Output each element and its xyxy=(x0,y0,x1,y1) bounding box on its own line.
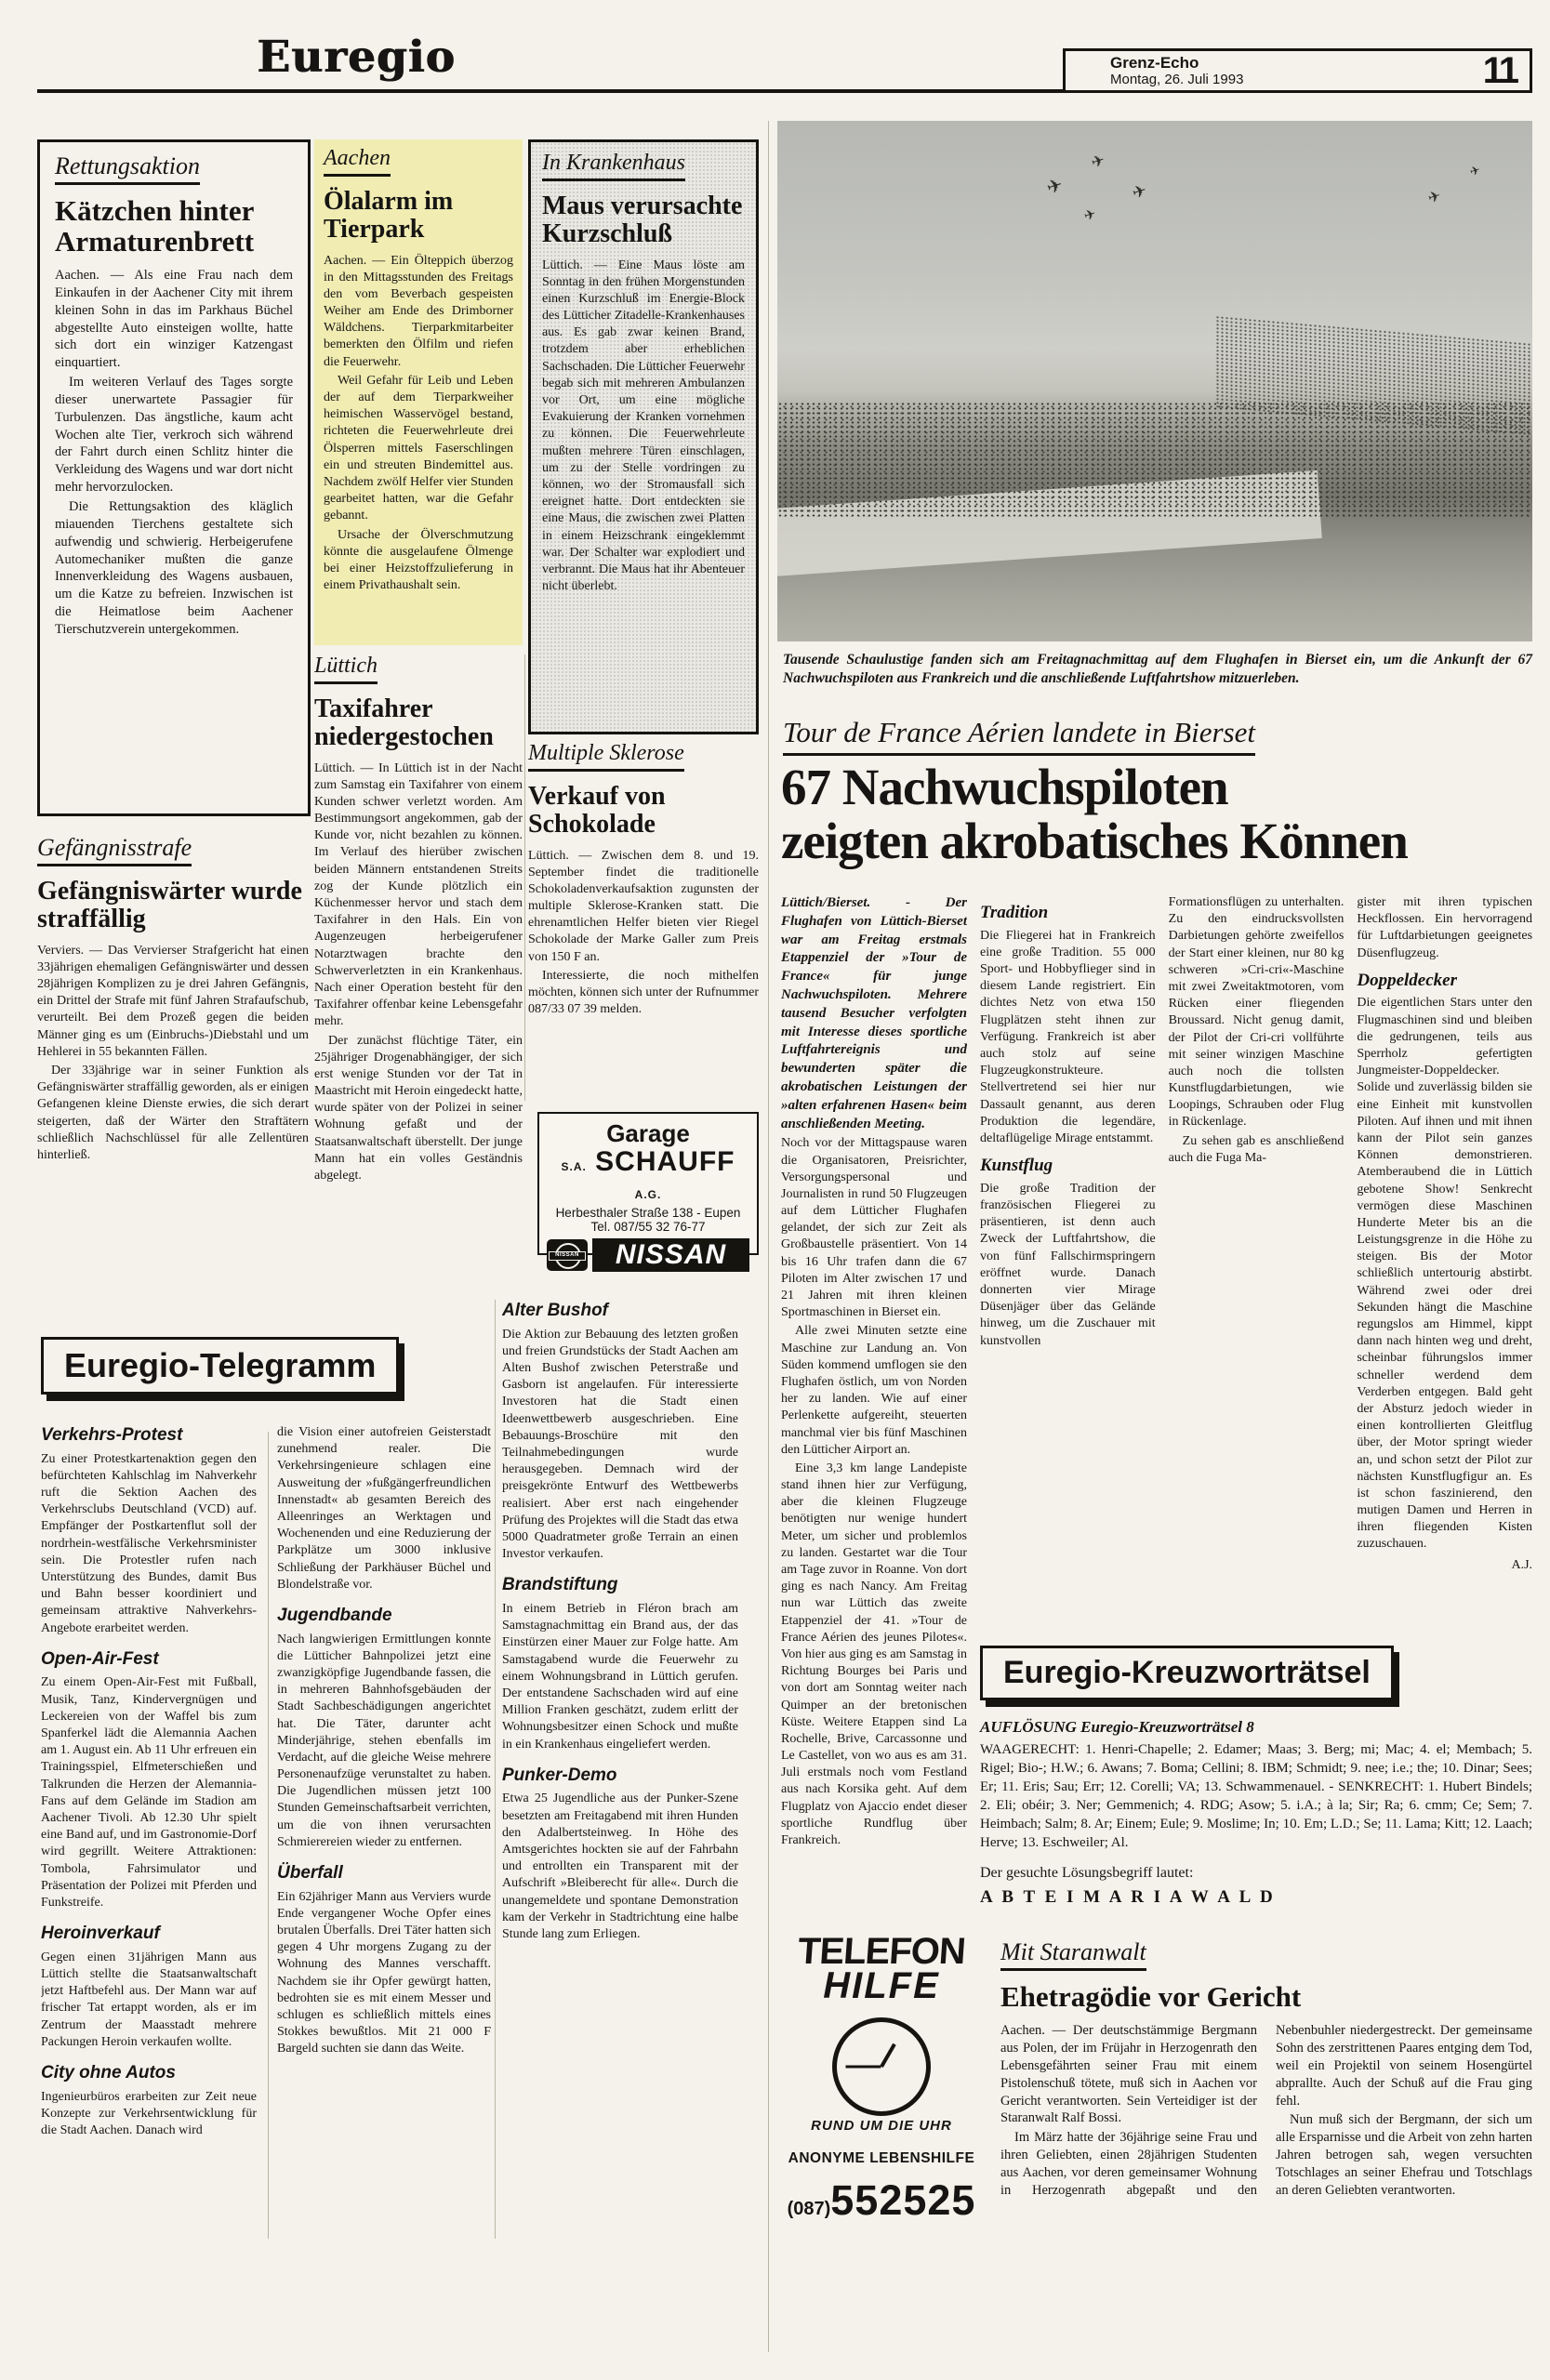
paragraph: Die eigentlichen Stars unter den Flugmaschinen sind und bleiben die gedrungenen, teils aus Sperrholz gefertigten Jungmeister-Doppeldecker. Solide und zuverlässig bilden sie eine Einheit mit kunstvollen Piloten. Auf ihnen und mit ihnen kann der Pilot sein ganzes Können demonstrieren. Atemberaubend die in Lüttich gebotene Show! Senkrecht vermögen diese Maschinen Hunderte Meter bis an die Leistungsgrenze in die Höhe zu steigen. Bis der Motor schließlich untertourig abstirbt. Während zwei oder drei Sekunden hängt die Maschine regungslos am Himmel, kippt dann nach hinten weg und dreht, scheinbar führungslos immer schneller werdend dem Verderben entgegen. Bald geht der Absturz jedoch wieder in einen kontrollierten Gleitflug über, der Motor springt wieder an, und schon setzt der Pilot zur nächsten Kunstflugfigur an. Es ist schon faszinierend, den mutigen Damen und Herren in ihren fliegenden Kisten zuzuschauen. xyxy=(1357,996,1532,1552)
masthead-rule xyxy=(37,89,1063,93)
col1-paragraphs xyxy=(781,1135,967,1849)
article-body xyxy=(324,253,513,595)
piloten-right xyxy=(980,894,1532,1932)
paragraph: Die große Tradition der französischen Fliegerei zu präsentieren, ist denn auch Zweck der Luftfahrtshow, die von fünf Fallschirmspringern eröffnet wurde. Danach donnerten vier Mirage Düsenjäger über das Gelände hinweg, um die Zuschauer mit kunstvollen xyxy=(980,1181,1156,1348)
main-headline xyxy=(781,760,1536,868)
kicker: In Krankenhaus xyxy=(542,152,685,181)
paragraph: Weil Gefahr für Leib und Leben der auf dem Tierparkweiher heimischen Wasservögel bestand, richteten die Feuerwehrleute drei Ölsperren mittels Faserschlingen ein und streuten Bindemittel aus. Nachdem zwölf Helfer vier Stunden gearbeitet hatten, war die Gefahr gebannt. xyxy=(324,373,513,523)
company-suffix: A.G. xyxy=(634,1188,662,1201)
clock-caption xyxy=(777,2118,986,2134)
plane-icon: ✈ xyxy=(1044,174,1066,200)
ad-phone-number xyxy=(777,2176,986,2225)
paragraph: Etwa 25 Jugendliche aus der Punker-Szene besetzten am Freitagabend mit ihren Hunden den Adalbertsteinweg. In Höhe des Amtsgerichtes hockten sie auf der Fahrbahn und entrollten ein Transparent mit der Aufschrift »Bleiberecht für alle«. Durch die unangemeldete und spontane Demonstration kam der Verkehr in Stadtrichtung eine halbe Stunde lang zum Erliegen. xyxy=(502,1792,738,1941)
telegramm-col2 xyxy=(277,1424,491,2246)
telegramm-head: Jugendbande xyxy=(277,1605,392,1625)
article-taxi xyxy=(314,654,523,1320)
telegramm-head: Heroinverkauf xyxy=(41,1924,160,1944)
clock-caption-1: RUND UM xyxy=(811,2118,883,2134)
telegramm-col1 xyxy=(41,1424,257,2246)
paragraph: Aachen. — Der deutschstämmige Bergmann aus Polen, der im Früjahr in Herzogenrath den Lebensgefährten seiner Frau mit einem Pistolenschuß tötete, muß sich in Aachen vor Gericht verantworten. Sein Verteidiger ist der Staranwalt Ralf Bossi. xyxy=(1000,2023,1257,2126)
solution-text: WAAGERECHT: 1. Henri-Chapelle; 2. Edamer; Maas; 3. Berg; mi; Mac; 4. el; Membach; 5. Rigel; Bio-; H.W.; 6. Awans; 7. Boma; Cellini; 8. IBM; Schmidt; 9. nee; i.e.; the; 10. Dinar; Sees; Er; 11. Eris; Sau; Err; 12. Corelli; VA; 13. Schwammenauel. - SENKRECHT: 1. Hubert Bindels; 2. Eli; obéir; 3. Ner; Gemmenich; 4. RDG; Asow; 5. i.A.; à la; Sir; Ra; 6. cmm; Ce; Sem; 7. Heimbach; Salm; 8. Ar; Einem; Eule; 9. Moslime; In; 10. Em; L.D.; Se; 11. Lama; Kitt; 12. Laach; Herve; 13. Eschweiler; Al. xyxy=(980,1741,1532,1851)
ad-company xyxy=(547,1148,749,1204)
article-title: Ölalarm im Tierpark xyxy=(324,187,454,244)
telegramm-head: City ohne Autos xyxy=(41,2062,176,2082)
paragraph: Ein 62jähriger Mann aus Verviers wurde Ende vergangener Woche Opfer eines brutalen Überfalls. Drei Täter hatten sich gegen 4 Uhr morgens Zugang zu der Wohnung des Mannes verschafft. Nachdem sie ihr Opfer gewürgt hatten, bedrohten sie es mit einem Messer und schlugen es schließlich mittels eines Stokkes bewußtlos. Mit 21 000 F Bargeld suchten sie dann das Weite. xyxy=(277,1889,491,2056)
paragraph: Ursache der Ölverschmutzung könnte die ausgelaufene Ölmenge bei einer Heizstoffzulieferung in einem Privathaushalt sein. xyxy=(324,527,513,593)
article-title: Verkauf von Schokolade xyxy=(528,782,666,839)
kicker: Mit Staranwalt xyxy=(1000,1939,1146,1971)
nissan-logo-row xyxy=(547,1238,749,1272)
nissan-wordmark: NISSAN xyxy=(592,1238,749,1272)
plane-icon: ✈ xyxy=(1089,151,1107,172)
paragraph: Lüttich. — In Lüttich ist in der Nacht zum Samstag ein Taxifahrer von einem Kunden schwer verletzt worden. Am Bestimmungsort angekommen, gab der Kunde vor, nicht bezahlen zu können. Im Verlauf des hierüber zwischen beiden Männern entstandenen Streits zog der Kunde plötzlich ein Küchenmesser hervor und stach dem Taxifahrer in den Hals. Ein von Augenzeugen herbeigerufener Notarztwagen brachte den Schwerverletzten in ein Krankenhaus. Nach einer Operation besteht für den Taxifahrer offenbar keine Lebensgefahr mehr. xyxy=(314,760,523,1029)
telegramm-item xyxy=(502,1601,738,1753)
paragraph: Im weiteren Verlauf des Tages sorgte dieser unerwartete Passagier für Turbulenzen. Das ängstliche, kaum acht Wochen alte Tier, verkroch sich während der Fahrt durch einen Schlitz hinter die Verkleidung des Wagens und war dort nicht mehr hervorzulocken. xyxy=(55,375,293,496)
article-sklerose xyxy=(528,742,759,1106)
telegramm-item xyxy=(41,1451,257,1637)
paragraph: Die Fliegerei hat in Frankreich eine große Tradition. 55 000 Sport- und Hobbyflieger sind in diesem Lande registriert. Ein dichtes Netz von etwa 150 Flugplätzen steht ihnen zur Verfügung. Frankreich ist aber auch stolz auf seine Flugzeugkonstrukteure. Stellvertretend sei hier nur Dassault genannt, aus deren Produktion die legendäre, deltaflügelige Mirage entstammt. xyxy=(980,928,1156,1145)
kreuzwort-section xyxy=(980,1646,1532,1909)
kreuzwort-solution xyxy=(980,1717,1532,1909)
telegramm-head: Punker-Demo xyxy=(502,1765,617,1785)
ad-line: Garage xyxy=(606,1119,690,1147)
column-divider xyxy=(495,1300,496,2239)
kreuzwort-title-box: Euregio-Kreuzworträtsel xyxy=(980,1646,1394,1700)
clock-hour-hand xyxy=(880,2043,895,2068)
paragraph: Eine 3,3 km lange Landepiste stand ihnen hier zur Verfügung, aber die kleinen Flugzeuge benötigten nur wenige hundert Meter, um sicher und problemlos zu landen. Gestartet war die Tour am Tage zuvor in Roanne. Von dort ging es nach Nancy. Am Freitag nun war Lüttich das zweite Etappenziel der 41. »Tour de France Aérien des jeunes Pilotes«. Von hier aus ging es am Samstag in Richtung Bourges bei Paris und von dort am Sonntag weiter nach Quimper an der bretonischen Küste. Weitere Etappen sind La Rochelle, Brive, Carcassonne und Le Castellet, von wo aus es am 31. Juli erstmals noch vom Festland aus nach Korsika geht. Auf dem Flugplatz von Ajaccio endet dieser sportliche Rundflug über Frankreich. xyxy=(781,1461,967,1848)
telegramm-continuation xyxy=(277,1424,491,1593)
article-body xyxy=(314,760,523,1185)
article-oelalarm xyxy=(314,139,523,645)
paragraph: Der 33jährige war in seiner Funktion als Gefängniswärter straffällig geworden, als er einigen Gefangenen kleine Dienste erwies, die sich derart steigerten, daß der Wärter den Straftätern schließlich Nachschlüssel für alle Zellentüren hinterließ. xyxy=(37,1063,309,1162)
telefonhilfe-ad xyxy=(777,1931,986,2354)
paper-info-box xyxy=(1063,48,1532,93)
aerial-photo xyxy=(777,121,1532,641)
paragraph: Die Rettungsaktion des kläglich miauenden Tierchens gestaltete sich aufwendig und schwierig. Herbeigerufene Automechaniker mußten die ganze Innenverkleidung des Wagens ausbauen, um die Katze zu befreien. Inzwischen ist die Heimatlose beim Aachener Tierschutzverein untergekommen. xyxy=(55,498,293,637)
paragraph: Lüttich. — Eine Maus löste am Sonntag in den frühen Morgenstunden einen Kurzschluß im Energie-Block des Lütticher Zitadelle-Krankenhauses aus. Es gab zwar keinen Brand, trotzdem aber erheblichen Sachschaden. Die Lütticher Feuerwehr begab sich mit mehreren Ambulanzen vor Ort, um eine mögliche Evakuierung der Kranken vornehmen zu können. Die Feuerwehrleute mußten mehrere Türen einschlagen, um zu der Stelle vordringen zu können, wo der Stromausfall sich ereignet hatte. Dort entdeckten sie eine Maus, die zwischen zwei Platten in einem Heizschrank eingeklemmt war. Der Schalter war explodiert und verbrannt. Die Maus hat ihr Abenteuer nicht überlebt. xyxy=(542,258,745,594)
piloten-col4 xyxy=(1357,894,1532,1631)
byline: A.J. xyxy=(1511,1557,1532,1572)
paragraph: Der zunächst flüchtige Täter, ein 25jähriger Drogenabhängiger, der sich erst wenige Stunden vor der Tat in Maastricht mit Heroin eingedeckt hatte, wurde später von der Polizei in seiner Wohnung gefaßt und der Staatsanwaltschaft überstellt. Der junge Mann hat ein volles Geständnis abgelegt. xyxy=(314,1033,523,1183)
clock-caption-2: DIE UHR xyxy=(888,2118,952,2134)
article-body xyxy=(542,258,745,596)
section-title: Euregio xyxy=(257,32,456,83)
telegramm-head: Open-Air-Fest xyxy=(41,1648,159,1669)
telegramm-item xyxy=(277,1632,491,1851)
paragraph: Lüttich. — Zwischen dem 8. und 19. September findet die traditionelle Schokoladenverkaufsaktion zugunsten der multiple Sklerose-Kranken statt. Die ehrenamtlichen Helfer bieten vier Riegel Schokolade der Marke Galler zum Preis von 150 F an. xyxy=(528,848,759,964)
piloten-col2 xyxy=(980,894,1156,1631)
telegramm-item xyxy=(502,1791,738,1943)
paper-info xyxy=(1110,54,1243,88)
subhead-doppeldecker: Doppeldecker xyxy=(1357,970,1457,990)
article-title: Maus verursachte Kurzschluß xyxy=(542,192,743,248)
doppeldecker-paragraphs xyxy=(1357,995,1532,1553)
issue-date: Montag, 26. Juli 1993 xyxy=(1110,72,1244,88)
telegramm-head: Überfall xyxy=(277,1863,343,1883)
solution-closing: Der gesuchte Lösungsbegriff lautet: xyxy=(980,1865,1194,1882)
clock-icon xyxy=(832,2017,931,2116)
ad-title-telefon: TELEFON xyxy=(796,1931,967,1972)
article-title: Taxifahrer niedergestochen xyxy=(314,694,494,751)
paragraph: Ingenieurbüros erarbeiten zur Zeit neue Konzepte zur Verkehrsentwicklung für die Stadt Aachen. Danach wird xyxy=(41,2089,257,2137)
paragraph: Gegen einen 31jährigen Mann aus Lüttich stellte die Staatsanwaltschaft jetzt Haftbefehl aus. Der Mann war auf frischer Tat ertappt worden, als er im Zentrum der Maasstadt mehrere Packungen Heroin verkaufen wollte. xyxy=(41,1950,257,2049)
subhead-tradition: Tradition xyxy=(980,903,1049,922)
column-divider xyxy=(268,1432,269,2239)
headline-line2: zeigten akrobatisches Können xyxy=(781,812,1408,869)
paragraph: Zu einem Open-Air-Fest mit Fußball, Musik, Tanz, Kindervergnügen und Leckereien von der Waffel bis zum Spanferkel lädt die Alemannia Aachen am 1. August ein. Ab 11 Uhr erfreuen ein Trainingsspiel, Elfmeterschießen und Talkrunden die Herzen der Alemannia-Fans auf dem Gelände im Stadion am Aachener Tivoli. Ab 12.30 Uhr spielt eine Band auf, und im Gastronomie-Dorf wird gegrillt. Weitere Attraktionen: Tombola, Fahrsimulator und Präsentation der Polizei mit Pferden und Funkstreife. xyxy=(41,1675,257,1910)
telegramm-item xyxy=(41,1950,257,2051)
paragraph: Aachen. — Ein Ölteppich überzog in den Mittagsstunden des Freitags den vom Beverbach gespeisten Weiher am Ende des Drimborner Wäldchens. Tierparkmitarbeiter bemerkten den Ölfilm und riefen die Feuerwehr. xyxy=(324,253,513,369)
paragraph: die Vision einer autofreien Geisterstadt zunehmend realer. Die Verkehrsingenieure schlagen eine Ausweitung der »fußgängerfreundlichen Innenstadt« ab gesamten Bereich des Alleenringes an Werktagen und Wochenenden und eine Reduzierung der Parkplätze um 3000 inklusive Schließung der Parkhäuser Büchel und Blondelstraße vor. xyxy=(277,1425,491,1592)
paragraph: Zu sehen gab es anschließend auch die Fuga Ma- xyxy=(1168,1133,1345,1165)
kicker: Gefängnisstrafe xyxy=(37,835,192,866)
crowd xyxy=(777,402,1532,516)
plane-icon: ✈ xyxy=(1130,180,1149,203)
piloten-col1 xyxy=(781,894,967,1917)
telegramm-item xyxy=(41,1674,257,1911)
paragraph: Verviers. — Das Vervierser Strafgericht hat einen 33jährigen ehemaligen Gefängniswärter und dessen 28jährigen Komplizen zu je drei Jahren Gefängnis, ein Drittel der Strafe mit fünf Jahren Strafaufschub, verurteilt. Bei dem Prozeß gegen die beiden Männer ging es um (Einbruchs-)Diebstahl und um Hehlerei in 55 bekannten Fällen. xyxy=(37,943,309,1059)
ad-subtitle: ANONYME LEBENSHILFE xyxy=(788,2150,975,2166)
paragraph: Nach langwierigen Ermittlungen konnte die Lütticher Bahnpolizei jetzt eine zwanzigköpfige Jugendbande fassen, die in mehreren Bahnhofsgebäuden der Stadt Sachbeschädigungen angerichtet hat. Die Täter, darunter acht Minderjährige, stehen ebenfalls im Verdacht, auf die gleiche Weise mehrere Personenaufzüge verunstaltet zu haben. Die Jugendlichen müssen jetzt 100 Stunden Gemeinschaftsarbeit verrichten, um die von ihnen verursachten Schmierereien wieder zu entfernen. xyxy=(277,1632,491,1849)
kunstflug-paragraphs xyxy=(980,1181,1156,1350)
ad-phone: Tel. 087/55 32 76-77 xyxy=(590,1220,706,1234)
plane-icon: ✈ xyxy=(1425,188,1443,207)
telegramm-head: Alter Bushof xyxy=(502,1301,608,1320)
telegramm-col3 xyxy=(502,1300,738,2246)
kicker: Lüttich xyxy=(314,654,378,684)
phone-main: 552525 xyxy=(830,2176,976,2224)
paragraph: Noch vor der Mittagspause waren die Organisatoren, Preisrichter, Versorgungspersonal und Journalisten in rund 50 Flugzeugen auf dem Lütticher Flughafen gelandet, der sich zur Zeit als Großbaustelle präsentiert. Von 14 bis 16 Uhr trafen dann die 67 Piloten im Alter zwischen 17 und 21 Jahren mit ihren kleinen Sportmaschinen in Bierset ein. xyxy=(781,1136,967,1320)
telegramm-title-box: Euregio-Telegramm xyxy=(41,1337,399,1395)
paragraph: Interessierte, die noch mithelfen möchten, können sich unter der Rufnummer 087/33 07 39 melden. xyxy=(528,968,759,1017)
article-maus xyxy=(528,139,759,734)
phone-prefix: (087) xyxy=(787,2199,831,2219)
paragraph: Nun muß sich der Bergmann, der sich um alle Ersparnisse und die Arbeit von zehn harten Jahren betrogen sah, wegen versuchten Totschlages an seiner Ehefrau und Totschlags an deren Geliebten verantworten. xyxy=(1276,2112,1532,2198)
paragraph: Zu einer Protestkartenaktion gegen den befürchteten Kahlschlag im Nahverkehr ruft die Sektion Aachen des Verkehrsclubs Deutschland (VCD) auf. Empfänger der Postkartenflut soll der nordrhein-westfälische Verkehrsminister sein. Die Protestler rufen nach Unterstützung des Bundes, damit Bus und Bahn besser koordiniert und gemeinsam attraktive Nahverkehrs-Angebote erarbeitet werden. xyxy=(41,1451,257,1635)
nissan-badge-label: NISSAN xyxy=(549,1251,586,1261)
article-staranwalt xyxy=(1000,1939,1532,2201)
article-kaetzchen xyxy=(37,139,311,816)
paper-name: Grenz-Echo xyxy=(1110,53,1199,72)
telegramm-item xyxy=(277,1889,491,2058)
ad-address: Herbesthaler Straße 138 - Eupen xyxy=(555,1206,741,1220)
paragraph: Im März hatte der 36jährige seine Frau und ihren Geliebten, einen 28jährigen Studenten aus Aachen, vor deren gemeinsamer Wohnung in Herzogenrath abgepaßt und den Nebenbuhler niedergestreckt. Der gemeinsame Sohn des zerstrittenen Paares entging dem Tod, weil ein Projektil von seinem Hosengürtel abprallte. Auch der Schuß auf die Frau ging fehl. xyxy=(1000,2023,1532,2198)
article-title: Ehetragödie vor Gericht xyxy=(1000,1980,1302,2014)
article-body xyxy=(37,943,309,1164)
paragraph: Formationsflügen zu unterhalten. Zu den eindrucksvollsten Darbietungen gehörte zweifellos der Start einer kleinen, nur 80 kg schweren »Cri-cri«-Maschine mit zwei Zweitaktmotoren, vom Rücken einer fliegenden Broussard. Nicht genug damit, der Pilot der Cri-cri vollführte mit seiner winzigen Maschine auch noch die tollsten Kunstflugdarbietungen, wie Loopings, Schrauben oder Flug in Rückenlage. xyxy=(1168,895,1345,1130)
nissan-badge-icon xyxy=(547,1239,588,1271)
article-kicker: Tour de France Aérien landete in Bierset xyxy=(783,716,1255,756)
piloten-cols xyxy=(980,894,1532,1631)
article-title: Kätzchen hinter Armaturenbrett xyxy=(55,194,255,258)
page-number: 11 xyxy=(1482,49,1517,91)
col4-paragraphs xyxy=(1357,894,1532,962)
plane-icon: ✈ xyxy=(1467,162,1482,179)
solution-answer: A B T E I M A R I A W A L D xyxy=(980,1886,1276,1907)
lead-paragraph: Lüttich/Bierset. - Der Flughafen von Lüttich-Bierset war am Freitag erstmals Etappenziel der »Tour de France« für junge Nachwuchspiloten. Mehrere tausend Besucher verfolgten mit Interesse dieses sportliche Luftfahrtereignis und bewunderten später die akrobatischen Leistungen der »alten erfahrenen Hasen« beim anschließenden Meeting. xyxy=(781,895,967,1131)
column-divider xyxy=(768,121,769,2352)
telegramm-item xyxy=(502,1327,738,1564)
col3-paragraphs xyxy=(1169,894,1345,1167)
article-gefaengnis xyxy=(37,835,309,1281)
article-body xyxy=(55,267,293,639)
paragraph: Alle zwei Minuten setzte eine Maschine zur Landung an. Von Süden kommend umflogen sie den Flughafen östlich, um von Norden her zu landen. Wie auf einer Perlenkette aufgereiht, steuerten manchmal vier bis fünf Maschinen den Lütticher Airport an. xyxy=(781,1324,967,1457)
article-body xyxy=(1000,2022,1532,2200)
headline-line1: 67 Nachwuchspiloten xyxy=(781,759,1228,815)
tradition-paragraphs xyxy=(980,928,1156,1147)
telegramm-head: Verkehrs-Protest xyxy=(41,1425,183,1445)
company-prefix: S.A. xyxy=(561,1160,587,1173)
garage-schauff-ad xyxy=(537,1112,759,1270)
paragraph: Aachen. — Als eine Frau nach dem Einkaufen in der Aachener City mit ihrem kleinen Sohn in das im Parkhaus Büchel abgestellte Auto einsteigen wollte, hatte sich dort ein winziger Katzengast einquartiert. xyxy=(55,268,293,371)
piloten-col3 xyxy=(1169,894,1345,1631)
subhead-kunstflug: Kunstflug xyxy=(980,1156,1053,1176)
solution-heading: AUFLÖSUNG Euregio-Kreuzworträtsel 8 xyxy=(980,1718,1254,1736)
column-divider xyxy=(524,654,525,1101)
paragraph: Die Aktion zur Bebauung des letzten großen und freien Grundstücks der Stadt Aachen am Alten Bushof zwischen Peterstraße und Gasborn ist angelaufen. Für interessierte Investoren hat die Stadt einen Ideenwettbewerb ausgeschrieben. Eine Bebauungs-Broschüre mit den Teilnahmebedingungen wurde herausgegeben. Demnach wird der preisgekrönte Entwurf des Wettbewerbs realisiert. Aber erst nach eingehender Prüfung des Projektes will die Stadt das etwa 5000 Quadratmeter große Terrain an einen Investor verkaufen. xyxy=(502,1327,738,1562)
article-piloten xyxy=(781,894,1532,1932)
telegramm-head: Brandstiftung xyxy=(502,1575,618,1595)
paragraph: In einem Betrieb in Fléron brach am Samstagnachmittag ein Brand aus, der das Einstürzen einer Mauer zur Folge hatte. Am Samstagabend wurde die Feuerwehr zu einem Wohnungsbrand in Lüttich gerufen. Der entstandene Sachschaden wird auf eine Million Franken geschätzt, zudem erlitt der Wohnungsbesitzer einen Schock und mußte in ein Krankenhaus eingeliefert werden. xyxy=(502,1602,738,1752)
clock-minute-hand xyxy=(846,2066,881,2069)
article-title: Gefängniswärter wurde straffällig xyxy=(37,877,302,933)
company-name: SCHAUFF xyxy=(595,1146,735,1177)
kicker: Multiple Sklerose xyxy=(528,742,684,772)
telegramm-item xyxy=(41,2089,257,2140)
kicker: Aachen xyxy=(324,147,391,177)
plane-icon: ✈ xyxy=(1081,206,1098,225)
article-body xyxy=(528,848,759,1019)
photo-caption: Tausende Schaulustige fanden sich am Freitagnachmittag auf dem Flughafen in Bierset ein, um die Ankunft der 67 Nachwuchspiloten aus Frankreich und die anschließende Luftfahrtshow mitzuerleben. xyxy=(783,652,1532,687)
kicker: Rettungsaktion xyxy=(55,153,200,185)
paragraph: gister mit ihren typischen Heckflossen. Ein hervorragend für Luftdarbietungen geeignetes Düsenflugzeug. xyxy=(1357,895,1532,960)
ad-title-hilfe: HILFE xyxy=(823,1965,940,2006)
